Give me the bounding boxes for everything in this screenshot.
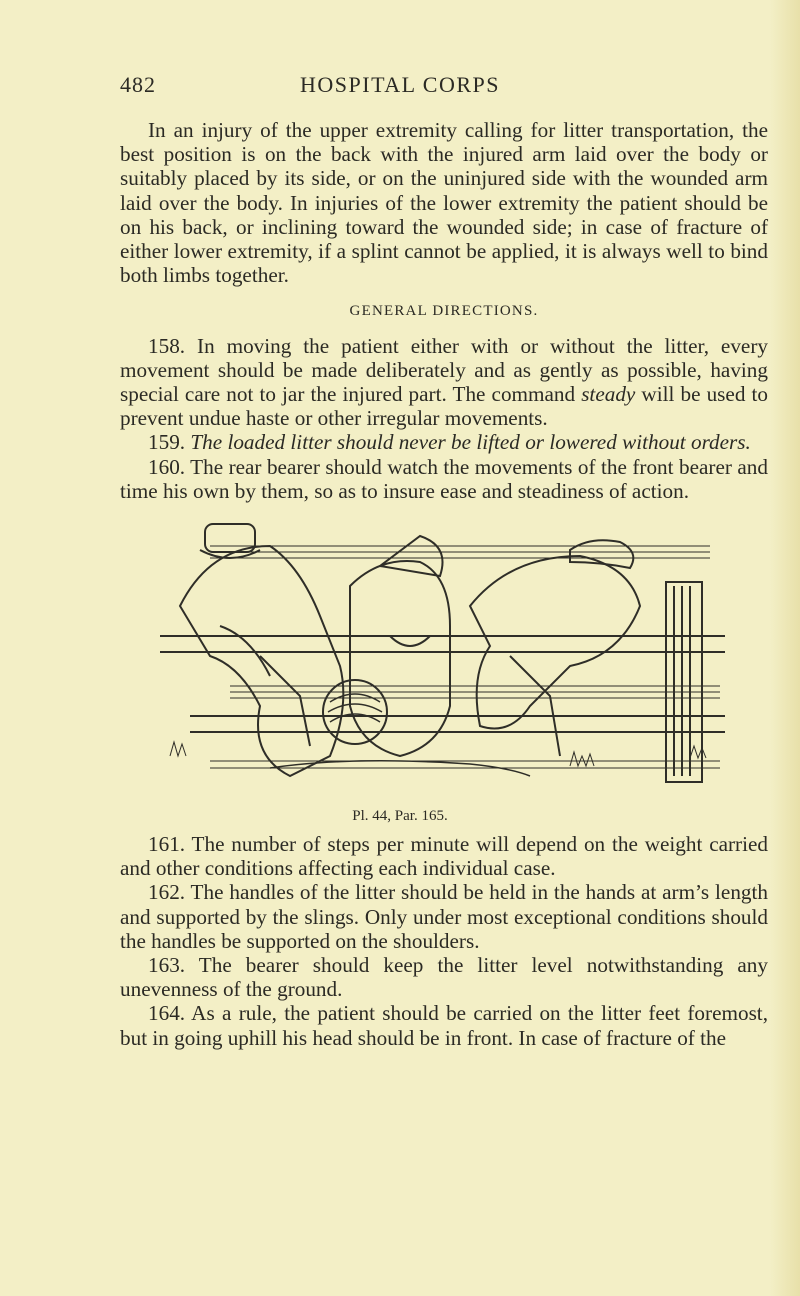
p159-emphasis: The loaded litter should never be lifted or lowered without orders. <box>190 430 751 455</box>
p158-before: 158. In moving the patient either with or without the litter, every movement should be made deliberately and as gently as possible, having special care not to jar the injured part. The command <box>120 333 768 407</box>
litter-bearers-illustration <box>150 506 730 806</box>
page-header <box>120 72 680 106</box>
paragraph-164: 164. As a rule, the patient should be carried on the litter feet foremost, but in going uphill his head should be in front. In case of fracture of the <box>120 1001 768 1050</box>
paragraph-162: 162. The handles of the litter should be held in the hands at arm’s length and supported by the slings. Only under most exceptional conditions should the handles be supported on the shoulders. <box>120 880 768 953</box>
paragraph-158 <box>120 334 768 431</box>
section-heading: GENERAL DIRECTIONS. <box>349 303 539 320</box>
p158-emphasis: steady <box>581 382 636 407</box>
paragraph-163: 163. The bearer should keep the litter level notwithstanding any unevenness of the ground. <box>120 953 768 1002</box>
paragraph-upper-extremity: In an injury of the upper extremity calling for litter transportation, the best position is on the back with the injured arm laid over the body or suitably placed by its side, or on the uninjured side with the wounded arm laid over the body. In injuries of the lower extremity the patient should be on his back, or inclining toward the wounded side; in case of fracture of either lower extremity, if a splint cannot be applied, it is always well to bind both limbs together. <box>120 118 768 288</box>
p159-number: 159. <box>148 430 191 455</box>
paragraph-161: 161. The number of steps per minute will depend on the weight carried and other conditions affecting each individual case. <box>120 832 768 881</box>
paragraph-159 <box>120 430 768 454</box>
top-text-block <box>120 118 768 503</box>
running-title: HOSPITAL CORPS <box>300 72 500 97</box>
page-number: 482 <box>120 72 156 97</box>
page-edge-stain <box>770 0 800 1296</box>
paragraph-160: 160. The rear bearer should watch the movements of the front bearer and time his own by them, so as to insure ease and steadiness of action. <box>120 454 768 503</box>
figure-caption: Pl. 44, Par. 165. <box>352 808 448 824</box>
p158-after: will be used to prevent undue haste or other irregular movements. <box>120 382 768 431</box>
bottom-text-block <box>120 832 768 1050</box>
